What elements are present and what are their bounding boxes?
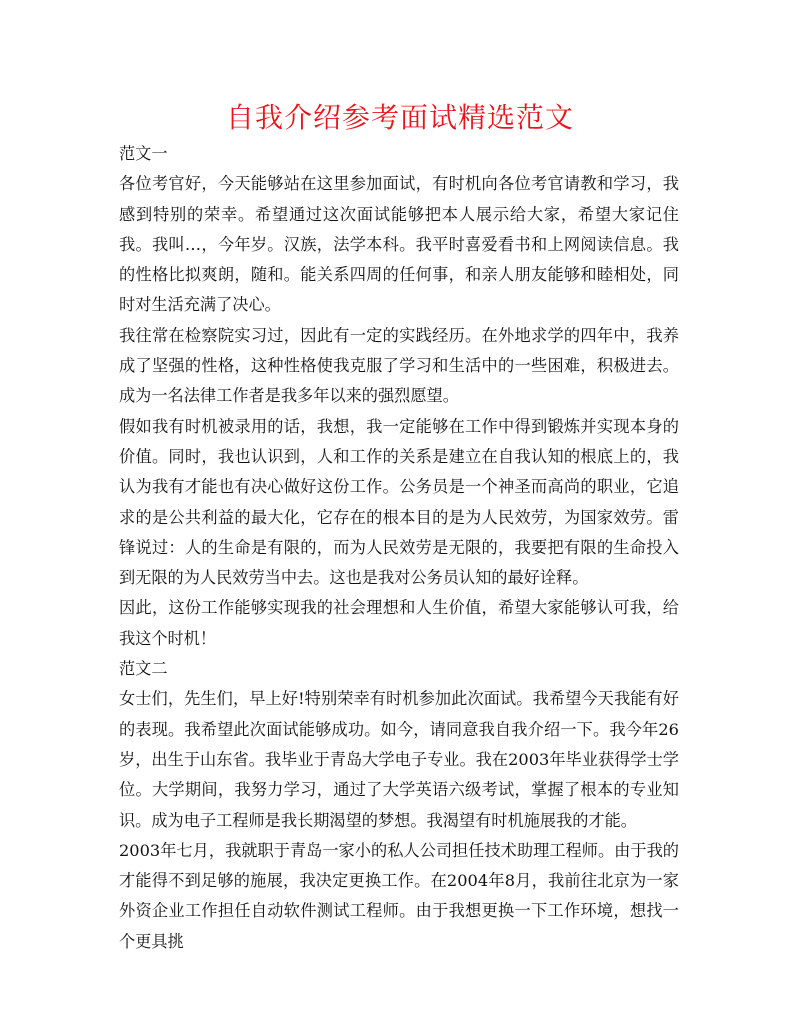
paragraph: 我往常在检察院实习过，因此有一定的实践经历。在外地求学的四年中，我养成了坚强的性格，这种性格使我克服了学习和生活中的一些困难，积极进去。成为一名法律工作者是我多年以来的强烈愿望。 bbox=[119, 325, 679, 406]
section-heading-2: 范文二 bbox=[119, 659, 168, 679]
page-title: 自我介绍参考面试精选范文 bbox=[225, 101, 574, 134]
paragraph: 各位考官好，今天能够站在这里参加面试，有时机向各位考官请教和学习，我感到特别的荣幸。希望通过这次面试能够把本人展示给大家，希望大家记住我。我叫…，今年岁。汉族，法学本科。我平时喜爱看书和上网阅读信息。我的性格比拟爽朗，随和。能关系四周的任何事，和亲人朋友能够和睦相处，同时对生活充满了决心。 bbox=[119, 174, 679, 315]
paragraph: 2003年七月，我就职于青岛一家小的私人公司担任技术助理工程师。由于我的才能得不到足够的施展，我决定更换工作。在2004年8月，我前往北京为一家外资企业工作担任自动软件测试工程师。由于我想更换一下工作环境，想找一个更具挑 bbox=[119, 840, 679, 951]
section-heading-1: 范文一 bbox=[119, 144, 168, 163]
paragraph: 女士们，先生们，早上好!特别荣幸有时机参加此次面试。我希望今天我能有好的表现。我希望此次面试能够成功。如今，请同意我自我介绍一下。我今年26岁，出生于山东省。我毕业于青岛大学电子专业。我在2003年毕业获得学士学位。大学期间，我努力学习，通过了大学英语六级考试，掌握了根本的专业知识。成为电子工程师是我长期渴望的梦想。我渴望有时机施展我的才能。 bbox=[119, 689, 679, 830]
paragraph: 因此，这份工作能够实现我的社会理想和人生价值，希望大家能够认可我，给我这个时机！ bbox=[119, 598, 679, 648]
document-body bbox=[119, 139, 679, 957]
paragraph: 假如我有时机被录用的话，我想，我一定能够在工作中得到锻炼并实现本身的价值。同时，我也认识到，人和工作的关系是建立在自我认知的根底上的，我认为我有才能也有决心做好这份工作。公务员是一个神圣而高尚的职业，它追求的是公共利益的最大化，它存在的根本目的是为人民效劳，为国家效劳。雷锋说过：人的生命是有限的，而为人民效劳是无限的，我要把有限的生命投入到无限的为人民效劳当中去。这也是我对公务员认知的最好诠释。 bbox=[119, 416, 679, 588]
